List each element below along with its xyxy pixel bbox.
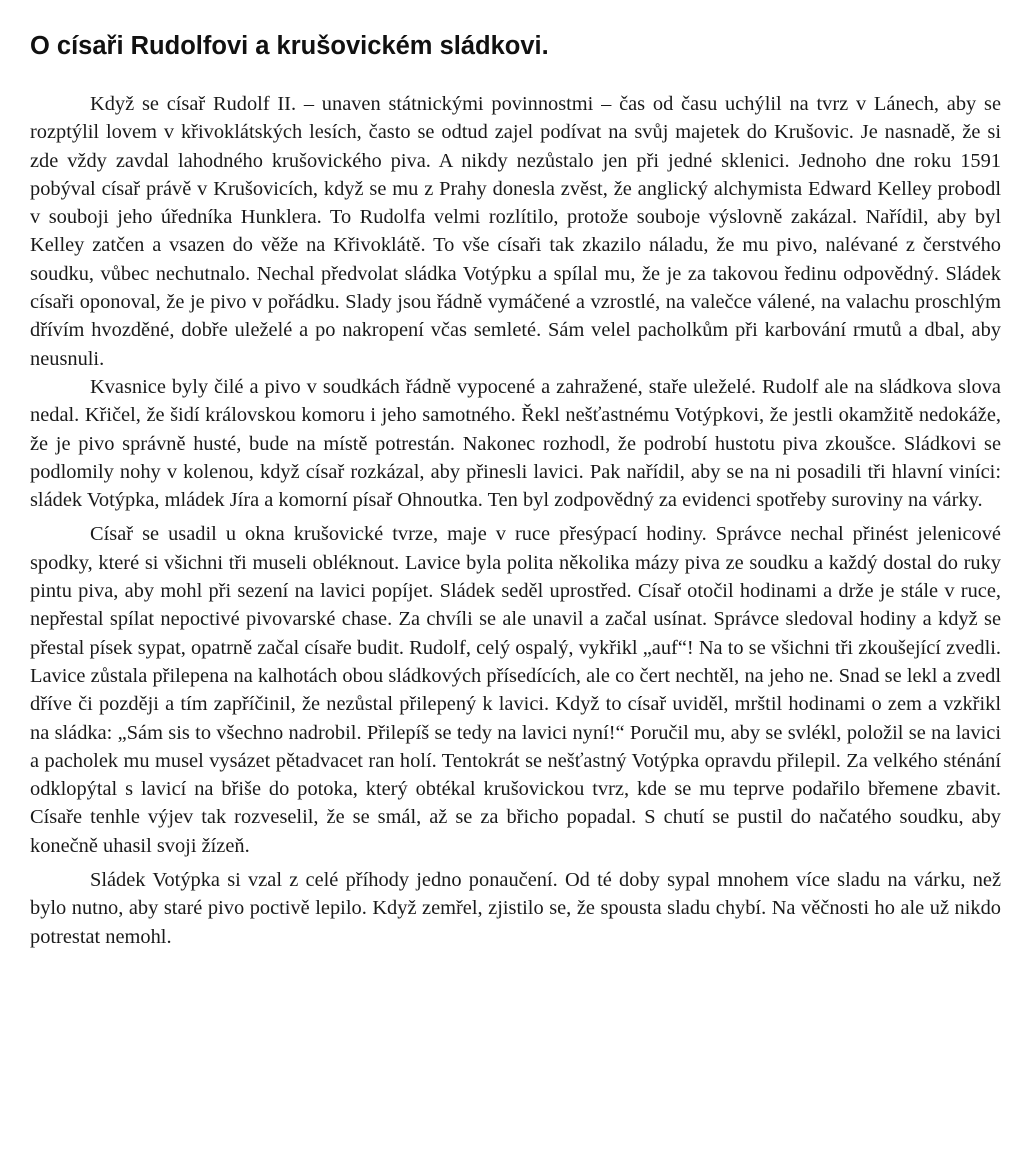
paragraph-1: Když se císař Rudolf II. – unaven státnickými povinnostmi – čas od času uchýlil na tvrz v Lánech, aby se rozptýlil lovem v křivoklátských lesích, často se odtud zajel podívat na svůj majetek do Krušovic. Je nasnadě, že si zde vždy zavdal lahodného krušovického piva. A nikdy nezůstalo jen při jedné sklenici. Jednoho dne roku 1591 pobýval císař právě v Krušovicích, když se mu z Prahy donesla zvěst, že anglický alchymista Edward Kelley probodl v souboji jeho úředníka Hunklera. To Rudolfa velmi rozlítilo, protože souboje výslovně zakázal. Nařídil, aby byl Kelley zatčen a vsazen do věže na Křivoklátě. To vše císaři tak zkazilo náladu, že mu pivo, nalévané z čerstvého soudku, vůbec nechutnalo. Nechal předvolat sládka Votýpku a spílal mu, že je za takovou ředinu odpovědný. Sládek císaři oponoval, že je pivo v pořádku. Slady jsou řádně vymáčené a vzrostlé, na valečce válené, na valachu proschlým dřívím hvozděné, dobře uleželé a po nakropení včas semleté. Sám velel pacholkům při karbování rmutů a dbal, aby neusnuli. (30, 93, 1001, 370)
paragraph-3: Císař se usadil u okna krušovické tvrze, maje v ruce přesýpací hodiny. Správce nechal přinést jelenicové spodky, které si všichni tři museli obléknout. Lavice byla polita několika mázy piva ze soudku a každý dostal do ruky pintu piva, aby mohl při sezení na lavici popíjet. Sládek seděl uprostřed. Císař otočil hodinami a drže je stále v ruce, nepřestal spílat nepoctivé pivovarské chase. Za chvíli se ale unavil a začal usínat. Správce sledoval hodiny a když se přestal písek sypat, opatrně začal císaře budit. Rudolf, celý ospalý, vykřikl „auf“! Na to se všichni tři zkoušející zvedli. Lavice zůstala přilepena na kalhotách obou sládkových přísedících, ale co čert nechtěl, na jeho ne. Snad se lekl a zvedl dříve či později a tím zapříčinil, že nezůstal přilepený k lavici. Když to císař uviděl, mrštil hodinami o zem a vzkřikl na sládka: „Sám sis to všechno nadrobil. Přilepíš se tedy na lavici nyní!“ Poručil mu, aby se svlékl, položil se na lavici a pacholek mu musel vysázet pětadvacet ran holí. Tentokrát se nešťastný Votýpka opravdu přilepil. Za velkého sténání odklopýtal s lavicí na břiše do potoka, který obtékal krušovickou tvrz, kde se mu teprve podařilo břemene zbavit. Císaře tenhle výjev tak rozveselil, že se smál, až se za břicho popadal. S chutí se pustil do načatého soudku, aby konečně uhasil svoji žízeň. (30, 523, 1001, 857)
document-title: O císaři Rudolfovi a krušovickém sládkovi. (30, 32, 549, 60)
paragraph-2: Kvasnice byly čilé a pivo v soudkách řádně vypocené a zahražené, staře uleželé. Rudolf ale na sládkova slova nedal. Křičel, že šidí královskou komoru i jeho samotného. Řekl nešťastnému Votýpkovi, že jestli okamžitě nedokáže, že je pivo správně husté, bude na místě potrestán. Nakonec rozhodl, že podrobí hustotu piva zkoušce. Sládkovi se podlomily nohy v kolenou, když císař rozkázal, aby přinesli lavici. Pak nařídil, aby se na ni posadili tři hlavní viníci: sládek Votýpka, mládek Jíra a komorní písař Ohnoutka. Ten byl zodpovědný za evidenci spotřeby suroviny na várky. (30, 375, 1001, 512)
paragraph-4: Sládek Votýpka si vzal z celé příhody jedno ponaučení. Od té doby sypal mnohem více sladu na várku, než bylo nutno, aby staré pivo poctivě lepilo. Když zemřel, zjistilo se, že spousta sladu chybí. Na věčnosti ho ale už nikdo potrestat nemohl. (30, 869, 1001, 948)
